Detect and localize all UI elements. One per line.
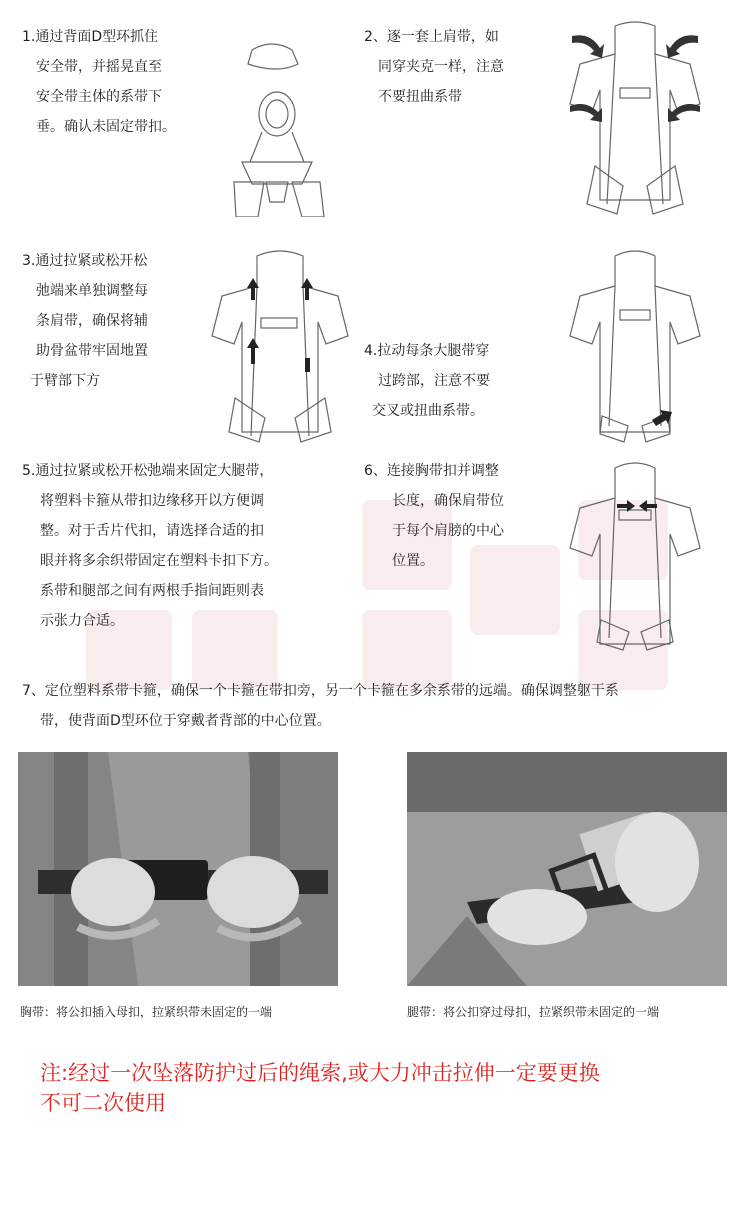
step-4-text	[364, 336, 490, 426]
step-7-line: 7、定位塑料系带卡箍，确保一个卡箍在带扣旁，另一个卡箍在多余系带的远端。确保调整躯干系	[22, 683, 619, 699]
step-6-line: 6、连接胸带扣并调整	[364, 463, 499, 479]
step-2-text	[364, 22, 504, 112]
step-2-harness-figure	[560, 16, 710, 216]
step-5-line: 系带和腿部之间有两根手指间距则表	[40, 583, 264, 599]
step-6-line: 位置。	[392, 553, 434, 569]
step-6-line: 长度，确保肩带位	[392, 493, 504, 509]
step-4-line: 交叉或扭曲系带。	[372, 403, 484, 419]
step-5-line: 整。对于舌片代扣，请选择合适的扣	[40, 523, 264, 539]
step-5-text	[22, 456, 278, 636]
step-1-harness-figure	[222, 32, 332, 217]
chest-strap-caption: 胸带：将公扣插入母扣，拉紧织带未固定的一端	[20, 1005, 273, 1019]
step-5-line: 示张力合适。	[40, 613, 124, 629]
warning-note-line-1: 注:经过一次坠落防护过后的绳索,或大力冲击拉伸一定要更换	[40, 1061, 600, 1085]
step-5-line: 5.通过拉紧或松开松弛端来固定大腿带，	[22, 463, 274, 479]
step-1-line: 垂。确认未固定带扣。	[36, 119, 176, 135]
step-7-line: 带，使背面D型环位于穿戴者背部的中心位置。	[40, 713, 331, 729]
step-3-line: 于臂部下方	[30, 373, 100, 389]
warning-note-line-2: 不可二次使用	[40, 1091, 166, 1115]
chest-buckle-photo	[18, 752, 338, 986]
step-1-line: 安全带主体的系带下	[36, 89, 162, 105]
step-5-line: 将塑料卡箍从带扣边缘移开以方便调	[40, 493, 264, 509]
step-5-line: 眼并将多余织带固定在塑料卡扣下方。	[40, 553, 278, 569]
step-4-line: 过跨部，注意不要	[378, 373, 490, 389]
step-6-line: 于每个肩膀的中心	[392, 523, 504, 539]
step-2-line: 同穿夹克一样，注意	[378, 59, 504, 75]
leg-strap-caption: 腿带：将公扣穿过母扣，拉紧织带未固定的一端	[407, 1005, 660, 1019]
step-1-line: 1.通过背面D型环抓住	[22, 29, 159, 45]
leg-buckle-photo	[407, 752, 727, 986]
step-3-line: 助骨盆带牢固地置	[36, 343, 148, 359]
step-3-text	[22, 246, 148, 396]
step-1-text	[22, 22, 176, 142]
step-4-harness-figure	[560, 248, 710, 443]
step-2-line: 不要扭曲系带	[378, 89, 462, 105]
step-4-line: 4.拉动每条大腿带穿	[364, 343, 490, 359]
step-6-text	[364, 456, 504, 576]
step-6-harness-figure	[565, 460, 705, 655]
step-2-line: 2、逐一套上肩带，如	[364, 29, 499, 45]
step-1-line: 安全带，并摇晃直至	[36, 59, 162, 75]
step-3-line: 3.通过拉紧或松开松	[22, 253, 148, 269]
step-3-line: 条肩带，确保将辅	[36, 313, 148, 329]
step-3-harness-figure	[205, 248, 355, 443]
step-7-text	[22, 676, 619, 736]
warning-note	[40, 1058, 600, 1118]
step-3-line: 弛端来单独调整每	[36, 283, 148, 299]
